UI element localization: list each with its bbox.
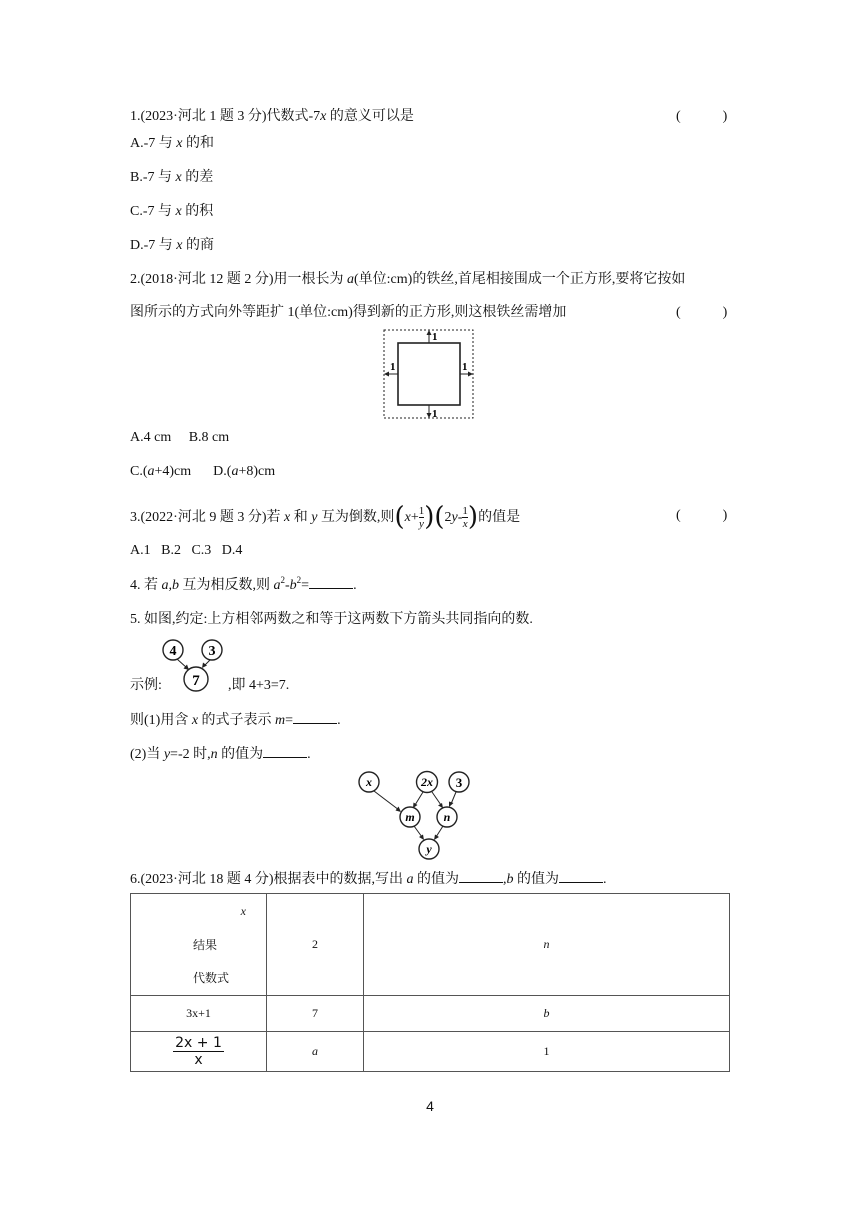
q1-option-a: A.-7 与 x 的和: [130, 136, 214, 151]
q2-options-ab: A.4 cm B.8 cm: [130, 430, 230, 445]
figure-label-top: 1: [432, 331, 438, 343]
q2-stem-line1: 2.(2018·河北 12 题 2 分)用一根长为 a(单位:cm)的铁丝,首尾相接围成一个正方形,要将它按如: [130, 272, 686, 287]
figure-label-right: 1: [462, 361, 468, 373]
page-number: 4: [426, 1098, 434, 1114]
row2-value-n: 1: [364, 1032, 730, 1072]
q5-example-diagram: [158, 637, 230, 693]
q2-square-figure: [383, 328, 475, 420]
node-3: 3: [455, 775, 463, 790]
node-m: m: [405, 810, 415, 824]
node-y: y: [426, 842, 432, 856]
q3-options: A.1 B.2 C.3 D.4: [130, 543, 243, 558]
q3-stem: 3.(2022·河北 9 题 3 分)若 x 和 y 互为倒数,则(x+ $\frac{1}{y}$ )(2y- $\frac{1}{x}$ )的值是: [130, 502, 521, 533]
row1-value-2: 7: [267, 996, 364, 1032]
example-node-3: 3: [208, 644, 216, 659]
fraction-1-over-y: $\frac{1}{y}$: [418, 505, 425, 530]
q5-stem: 5. 如图,约定:上方相邻两数之和等于这两数下方箭头共同指向的数.: [130, 612, 533, 627]
header-col-n: n: [364, 894, 730, 996]
q2-stem-line2: 图所示的方式向外等距扩 1(单位:cm)得到新的正方形,则这根铁丝需增加: [130, 305, 567, 320]
row2-expr: $\frac{2x + 1}{x}$: [131, 1032, 267, 1072]
node-2x: 2x: [421, 775, 433, 789]
q1-option-c: C.-7 与 x 的积: [130, 204, 214, 219]
q5-part2: (2)当 y=-2 时,n 的值为 .: [130, 744, 311, 765]
q2-options-cd: C.(a+4)cm D.(a+8)cm: [130, 464, 276, 479]
header-col-2: 2: [267, 894, 364, 996]
q5-example-tail: ,即 4+3=7.: [228, 678, 290, 693]
q1-stem: 1.(2023·河北 1 题 3 分)代数式-7x 的意义可以是: [130, 109, 414, 124]
q6-blank-b[interactable]: [559, 869, 603, 883]
q6-data-table: [130, 893, 730, 1072]
figure-label-left: 1: [390, 361, 396, 373]
row1-expr: 3x+1: [131, 996, 267, 1032]
row2-value-2: a: [267, 1032, 364, 1072]
header-diagonal-cell: x 结果 代数式: [131, 894, 267, 996]
table-row: [131, 996, 730, 1032]
row1-value-n: b: [364, 996, 730, 1032]
q4-stem: 4. 若 a,b 互为相反数,则 $a^2-b^2=$ .: [130, 575, 357, 593]
table-row: [131, 1032, 730, 1072]
q5-example-label: 示例:: [130, 678, 162, 693]
q1-answer-paren: ( ): [676, 109, 728, 124]
q6-stem: 6.(2023·河北 18 题 4 分)根据表中的数据,写出 a 的值为 ,b 的值为 .: [130, 869, 607, 890]
example-node-7: 7: [192, 673, 200, 689]
table-row: [131, 894, 730, 996]
figure-label-bottom: 1: [432, 408, 438, 420]
node-n: n: [443, 810, 451, 824]
q2-answer-paren: ( ): [676, 305, 728, 320]
node-x: x: [366, 775, 372, 789]
q6-blank-a[interactable]: [459, 869, 503, 883]
q5-part1-blank[interactable]: [293, 710, 337, 724]
fraction-1-over-x: $\frac{1}{x}$: [462, 505, 468, 530]
q4-answer-blank[interactable]: [309, 575, 353, 589]
q5-part1: 则(1)用含 x 的式子表示 m= .: [130, 710, 341, 731]
q1-option-b: B.-7 与 x 的差: [130, 170, 214, 185]
q1-option-d: D.-7 与 x 的商: [130, 238, 214, 253]
q3-answer-paren: ( ): [676, 508, 728, 523]
q5-part2-blank[interactable]: [263, 744, 307, 758]
q5-problem-diagram: [355, 768, 475, 864]
example-node-4: 4: [169, 644, 177, 659]
